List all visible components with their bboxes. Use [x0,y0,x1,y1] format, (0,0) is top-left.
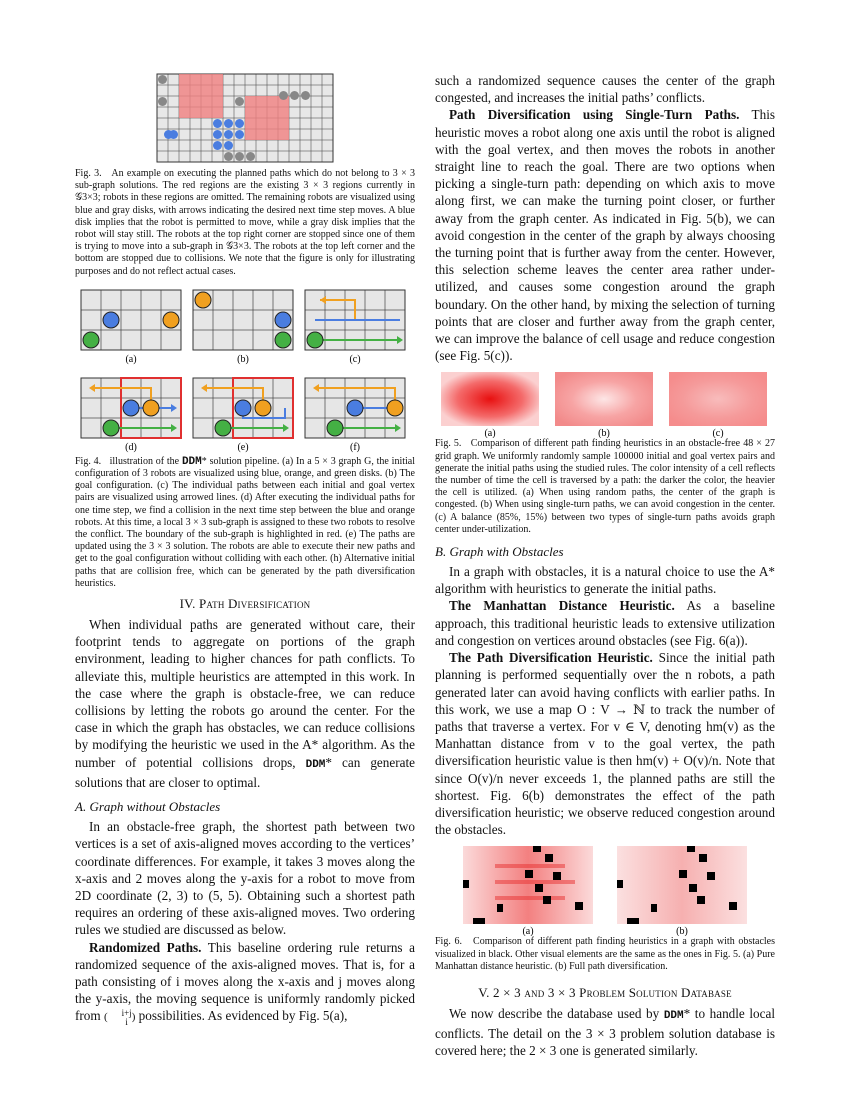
fig6-heatmaps [435,844,775,936]
randomized-paths-continuation: such a randomized sequence causes the center of the graph congested, and increases the initial paths’ conflicts. [435,73,775,106]
subsection-b-title: B. Graph with Obstacles [435,544,564,560]
fig4-panel-a [81,290,181,350]
right-column [435,72,775,1060]
fig6-panel-b [617,846,747,924]
fig3-caption: Fig. 3. An example on executing the planned paths which do not belong to 3 × 3 sub-graph solutions. The red regions are the existing 3 × 3 regions currently in 𝒢3×3; robots in these regions are omitted. The remaining robots are visualized using blue and gray disks, with arrows indicating the desired next time step moves. A blue disk implies that the robot is permitted to move, while a gray disk implies that the robot will stay still. The robots at the top right corner are stopped since one of them is trying to move into a sub-graph in 𝒢3×3. The robots at the top left corner and the bottom are stopped due to collisions. We note that the figure is only for illustrating purposes and do not reflect actual cases. [75,168,415,277]
subsection-a-text: In an obstacle-free graph, the shortest path between two vertices is a set of axis-aligned moves according to the vertices’ coordinate differences. For example, it takes 3 moves along the x-axis and 2 moves along the y-axis for a robot to move from 2D coordinate (2, 3) to (5, 5). Obtaining such a shortest path requires an ordering of these axis-aligned moves. Two ordering rules we studied are discussed as below. [75,819,415,938]
fig5-panel-c [669,372,767,426]
fig6-label-b: (b) [676,926,688,937]
fig5-label-a: (a) [484,428,496,439]
section-v-title: V. 2 × 3 and 3 × 3 Problem Solution Database [478,984,732,1000]
section-iv-intro: When individual paths are generated without care, their footprint tends to aggregate on portions of the graph environment, leading to higher chances for path conflicts. To alleviate this, multiple heuristics are attempted in this work. In the case where the graph is obstacle-free, we can reduce collisions by letting the robots go around the center. For the case in which the graph has obstacles, we can reduce collisions by modifying the heuristic we used in the A* algorithm. As the number of potential collisions drops, DDM* can generate solutions that are closer to optimal. [75,617,415,790]
fig5-label-c: (c) [712,428,724,439]
section-v-text: We now describe the database used by DDM* to handle local conflicts. The detail on the 3 × 3 problem solution database is covered here; the 2 × 3 one is generated similarly. [435,1005,775,1059]
fig4-panel-b [193,290,293,350]
fig4-panel-f [305,378,405,438]
left-column [75,72,415,1027]
fig4-label-a: (a) [125,353,137,365]
fig3-red-region [179,74,223,118]
subsection-a-title: A. Graph without Obstacles [75,799,221,815]
section-iv-title: IV. Path Diversification [179,596,311,612]
fig4-label-b: (b) [237,353,249,365]
fig4-label-d: (d) [125,441,137,453]
manhattan-heuristic-text: The Manhattan Distance Heuristic. As a baseline approach, this traditional heuristic leads to extensive utilization and congestion on vertices around obstacles (see Fig. 6(a)). [435,598,775,648]
subsection-b-text: In a graph with obstacles, it is a natural choice to use the A* algorithm with heuristics to generate the initial paths. [435,564,775,597]
fig6-caption: Fig. 6. Comparison of different path finding heuristics in a graph with obstacles visualized in black. Other visual elements are the same as the ones in Fig. 5. (a) Pure Manhattan distance heuristic. (b) Full path diversification. [435,936,776,972]
fig5-panel-b [555,372,653,426]
fig4-label-f: (f) [350,441,360,453]
fig6-label-a: (a) [522,926,534,937]
fig4-panels [75,284,415,454]
fig6-panel-a [463,846,593,924]
fig5-heatmaps [435,370,775,438]
fig4-panel-e [193,378,293,438]
fig3-red-region [245,96,289,140]
fig5-panel-a [441,372,539,426]
fig4-panel-c [305,290,405,350]
fig4-caption: Fig. 4. illustration of the DDM* solution pipeline. (a) In a 5 × 3 graph G, the initial configuration of 3 robots are visualized using blue, orange, and green disks. (b) The goal configuration. (c) The individual paths between each initial and goal vertex pairs are visualized using arrowed lines. (d) After executing the individual paths for one time step, we find a collision in the next time step between the blue and orange robots. At this time, a local 3 × 3 sub-graph is assigned to these two robots to resolve the conflict. The boundary of the sub-graph is highlighted in red. (e) The paths are updated using the 3 × 3 solution. The robots are able to execute their new paths and get to the goal configuration without colliding with each other. (h) Alternative initial paths that are collision free, which can be generated by the path diversification heuristics. [75,455,416,589]
path-diversification-heuristic-text: The Path Diversification Heuristic. Since the initial path planning is performed sequentially over the n robots, a path generated later can avoid having conflicts with earlier paths. In this work, we use a map O : V → ℕ to track the number of paths that traverse a vertex. For v ∈ V, denoting hm(v) as the Manhattan distance from v to the goal vertex, the path diversification heuristic value is then hm(v) + O(v)/n. Note that since O(v)/n never exceeds 1, the planned paths are still the shortest. Fig. 6(b) demonstrates the effect of the path diversification heuristic; we observe reduced congestion around the obstacles. [435,650,775,838]
fig4-panel-d [81,378,181,438]
fig5-label-b: (b) [598,428,610,439]
randomized-paths-text: Randomized Paths. This baseline ordering rule returns a randomized sequence of the axis-aligned moves. That is, for a path consisting of i moves along the x-axis and j moves along the y-axis, the moving sequence is uniformly randomly picked from ( i+j i ) possibilities. As evidenced by Fig. 5(a), [75,939,415,1027]
single-turn-text: Path Diversification using Single-Turn Paths. This heuristic moves a robot along one axis until the robot is aligned with the goal vertex, and then moves the robots in another straight line to reach the goal. There are two options when picking a single-turn path: depending on which axis to move along first, we can make the turning point closer, or further away from the graph center. As indicated in Fig. 5(b), we can avoid congestion in the center of the graph by always choosing the turning point that is further away from the center. However, this selection scheme leaves the center area rather under-utilized, and causes some congestion around the graph boundary. On the other hand, by mixing the selection of turning points that are closer and further away from the graph center, we can improve the balance of cell usage and reduce congestion (see Fig. 5(c)). [435,107,775,364]
fig4-label-e: (e) [237,441,249,453]
fig3-grid [75,72,415,164]
fig4-label-c: (c) [349,353,361,365]
fig5-caption: Fig. 5. Comparison of different path finding heuristics in an obstacle-free 48 × 27 grid graph. We uniformly randomly sample 100000 initial and goal vertex pairs and generate the initial paths using the studied rules. The color intensity of a cell reflects the number of time the cell is traversed by a path: the darker the color, the heavier the cell is utilized. (a) When using random paths, the center of the graph is congested. (b) When using single-turn paths, we can avoid congestion in the center. (c) A balance (85%, 15%) between two types of single-turn paths avoids graph center under-utilization. [435,438,776,535]
